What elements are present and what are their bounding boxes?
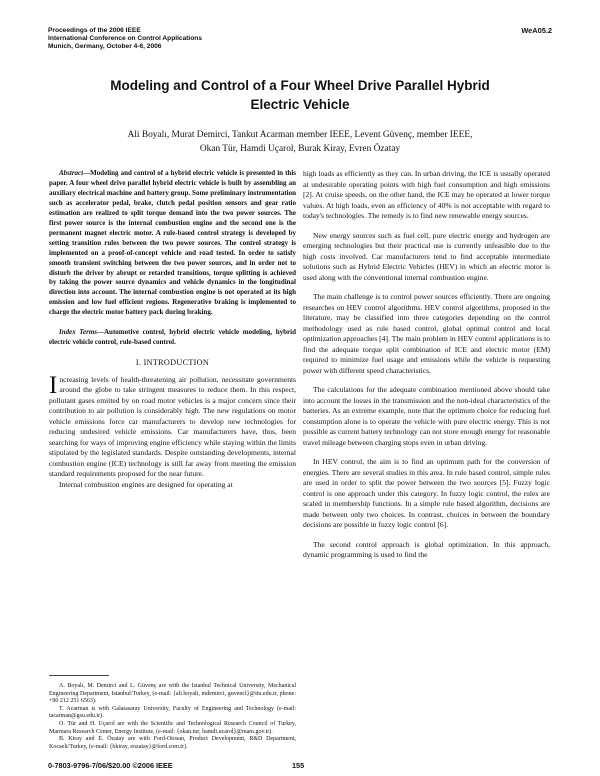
drop-cap: I xyxy=(49,371,58,399)
abstract xyxy=(49,169,296,318)
abstract-lead: Abstract xyxy=(59,169,84,177)
session-code: WeA05.2 xyxy=(521,26,552,35)
author-list xyxy=(60,128,540,156)
authors-line-1: Ali Boyalı, Murat Demirci, Tankut Acarman member IEEE, Levent Güvenç, member IEEE, xyxy=(127,130,473,140)
page-number: 155 xyxy=(292,761,305,770)
intro-paragraph-1 xyxy=(49,371,296,480)
header-line-3: Munich, Germany, October 4-6, 2006 xyxy=(48,43,162,51)
right-paragraph-4: The calculations for the adequate combination mentioned above should take into account the losses in the transmission and the non-ideal characteristics of the batteries. As an extreme example, note that the optimum choice for reducing fuel consumption alone is to operate the vehicle with pure electric energy. This is not possible as current battery technology can not store enough energy for reasonable travel mileage between charging stops even in urban driving. xyxy=(303,385,550,447)
conference-header xyxy=(48,27,202,52)
right-paragraph-5: In HEV control, the aim is to find an optimum path for the conversion of energies. There are several studies in this area. In rule based control, simple rules are used in order to split the power between the two sources [5]. Fuzzy logic control is one approach under this category. In fuzzy logic control, the rules are scaled in membership functions. In a simple rule based algorithm, decisions are made between only two choices. In contrast, choices in between the boundary decisions are possible in fuzzy logic control [6]. xyxy=(303,457,550,529)
index-terms-text: —Automotive control, hybrid electric vehicle modeling, hybrid electric vehicle control, rule-based control. xyxy=(49,328,297,347)
footnote-divider xyxy=(49,675,109,676)
authors-line-2: Okan Tür, Hamdi Uçarol, Burak Kiray, Evren Özatay xyxy=(199,144,401,154)
footnote-4: B. Kiray and E. Özatay are with Ford-Otosan, Product Development, R&D Department, Kocaeli/Turkey, (e-mail: {bkiray, eozatay}@ford.com.tr). xyxy=(49,736,296,750)
title-line-2: Electric Vehicle xyxy=(250,97,350,112)
section-heading-introduction: I. INTRODUCTION xyxy=(135,358,210,368)
left-column xyxy=(49,169,296,490)
index-terms-lead: Index Terms xyxy=(59,328,97,337)
intro-paragraph-1-text: ncreasing levels of health-threatening air pollution, necessitate governments around the globe to take stringent measures to reduce them. In this respect, pollutant gases emitted by on road motor vehicles is a major concern since their contribution to air pollution is considerably high. The new regulations on motor vehicle emissions force car manufacturers to develop new technologies for reducing undesired vehicle emissions. Car manufacturers have, thus, been searching for ways of improving engine efficiency while staying within the limits stipulated by the legislated standards. Despite outstanding developments, internal combustion engine (ICE) technology is still far away from meeting the emission standard requirements proposed for the near future. xyxy=(49,374,296,479)
title-line-1: Modeling and Control of a Four Wheel Drive Parallel Hybrid xyxy=(110,78,490,93)
abstract-text: —Modeling and control of a hybrid electric vehicle is presented in this paper. A four wheel drive parallel hybrid electric vehicle is built by assembling an auxiliary electrical machine and battery group. Some preliminary instrumentation such as accelerator pedal, brake, clutch pedal position sensors and gear ratio estimation are realized to split torque demand into the two power sources. The first power source is the internal combustion engine and the second one is the permanent magnet electric motor. A rule-based control strategy is developed by setting transition rules between the two power sources. The control strategy is implemented on a proof-of-concept vehicle and road tested. In order to satisfy smooth transient switching between the two power sources, and in order not to disturb the driver by abrupt or retarded transitions, torque splitting is achieved by taking the power source dynamics and vehicle dynamics in the longitudinal direction into account. The internal combustion engine is not operated at its high emission and low fuel efficient regions. Regenerative braking is implemented to charge the electric motor battery pack during braking. xyxy=(49,169,296,317)
right-paragraph-2: New energy sources such as fuel cell, pure electric energy and hydrogen are emerging technologies but their practical use is currently unfeasible due to the high costs involved. Car manufacturers tend to find acceptable intermediate solutions such as Hybrid Electric Vehicles (HEV) in which an electric motor is used along with the conventional internal combustion engine. xyxy=(303,230,550,282)
header-line-2: International Conference on Control Applications xyxy=(48,35,202,43)
affiliation-footnotes xyxy=(49,683,296,751)
index-terms xyxy=(49,328,296,348)
header-line-1: Proceedings of the 2006 IEEE xyxy=(48,27,141,34)
paper-title xyxy=(60,76,540,114)
footnote-1: A. Boyalı, M. Demirci and L. Güvenç are with the Istanbul Technical University, Mechanical Engineering Department, Istanbul/Turkey, (e-mail: {ali.boyali, mdemirci, guvencl}@itu.edu.tr, phone: +90 212 251 6563). xyxy=(49,683,296,705)
right-paragraph-6: The second control approach is global optimization. In this approach, dynamic programming is used to find the xyxy=(303,539,550,559)
copyright-footer: 0-7803-9796-7/06/$20.00 ©2006 IEEE xyxy=(48,761,173,770)
footnote-3: O. Tür and H. Uçarol are with the Scientific and Technological Research Council of Turkey, Marmara Research Center, Energy Institute, (e-mail: {okan.tur, hamdi.ucarol}@mam.gov.tr). xyxy=(49,720,296,735)
intro-paragraph-2: Internal combustion engines are designed for operating at xyxy=(59,479,233,489)
right-paragraph-1: high loads as efficiently as they can. In urban driving, the ICE is usually operated at undesirable operating points with high fuel consumption and high emissions [2]. At cruise speeds, on the other hand, the ICE may be operated at lower torque values. At high loads, even an efficiency of 40% is not acceptable with regard to today's technologies. The remedy is to find new renewable energy sources. xyxy=(303,169,550,220)
right-column xyxy=(303,169,550,561)
footnote-2: T. Acarman is with Galatasaray University, Faculty of Engineering and Technology (e-mail: tacarman@gsu.edu.tr). xyxy=(49,705,296,720)
right-paragraph-3: The main challenge is to control power sources efficiently. There are ongoing researches on HEV control algorithms. HEV control algorithms, proposed in the literature, may be classified into three categories depending on the control methodology used as rule based control, global optimal control and local optimization approaches [4]. The main problem in HEV control applications is to find the adequate torque split combination of ICE and electric motor (EM) required to minimize fuel usage and emissions while the vehicle is requesting power with different speed characteristics. xyxy=(303,292,550,375)
